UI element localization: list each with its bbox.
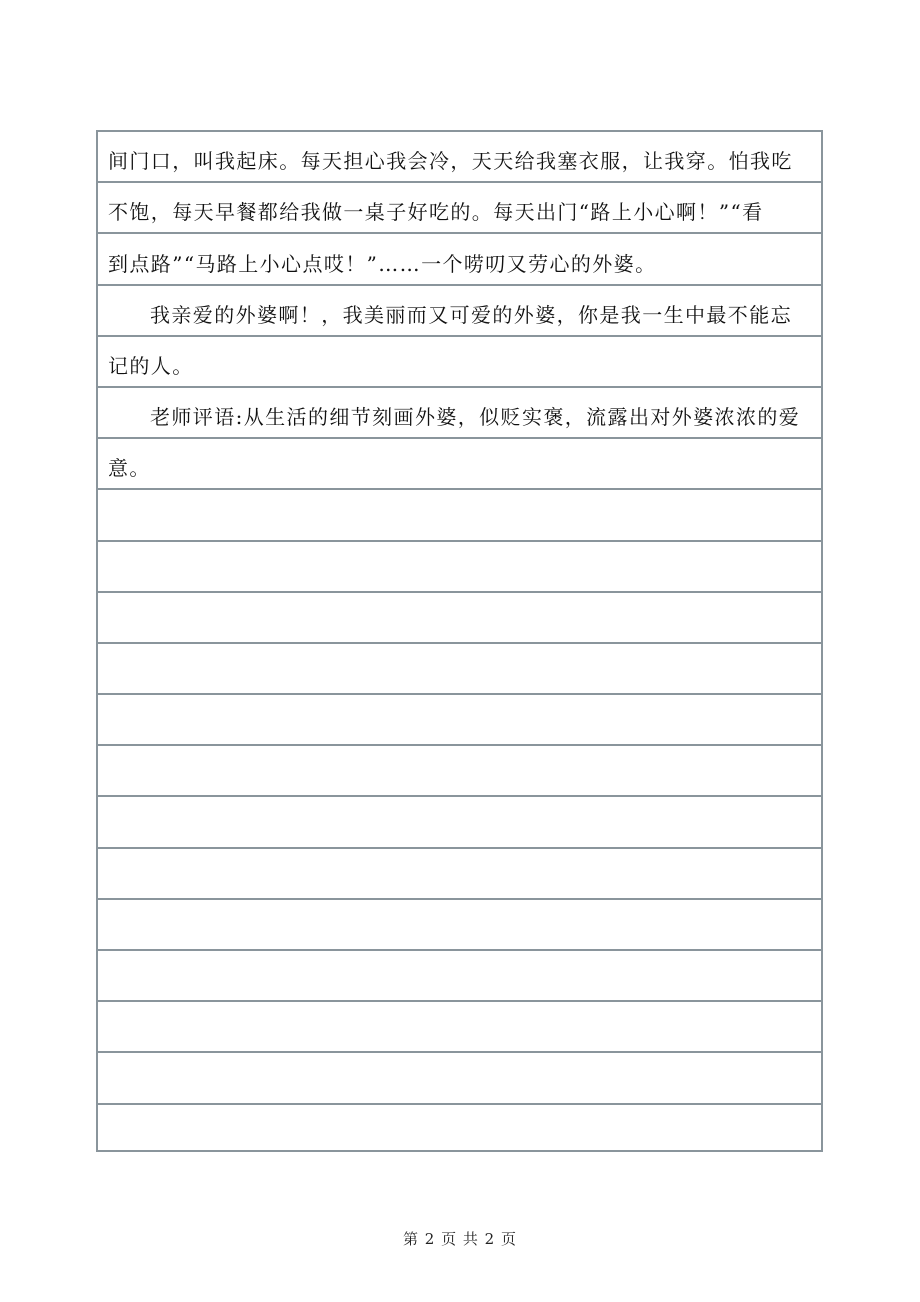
ruled-line	[98, 388, 821, 439]
ruled-line	[98, 439, 821, 490]
essay-paragraph-start: 我亲爱的外婆啊！，我美丽而又可爱的外婆，你是我一生中最不能忘	[150, 302, 792, 327]
ruled-line	[98, 286, 821, 337]
ruled-line-empty	[98, 1053, 821, 1104]
ruled-line-empty	[98, 1002, 821, 1053]
teacher-comment: 老师评语:从生活的细节刻画外婆，似贬实褒，流露出对外婆浓浓的爱	[150, 405, 801, 430]
teacher-comment-end: 意。	[108, 456, 151, 481]
ruled-line-empty	[98, 849, 821, 900]
ruled-line	[98, 132, 821, 183]
ruled-writing-sheet	[96, 130, 823, 1152]
essay-line: 到点路”“马路上小心点哎！”……一个唠叨又劳心的外婆。	[108, 251, 657, 276]
ruled-line	[98, 337, 821, 388]
ruled-line-empty	[98, 900, 821, 951]
ruled-line-empty	[98, 593, 821, 644]
essay-line: 不饱，每天早餐都给我做一桌子好吃的。每天出门“路上小心啊！”“看	[108, 200, 764, 225]
ruled-line-empty	[98, 746, 821, 797]
ruled-line-empty	[98, 644, 821, 695]
ruled-line	[98, 183, 821, 234]
ruled-line	[98, 234, 821, 285]
ruled-line-empty	[98, 797, 821, 848]
essay-line: 记的人。	[108, 353, 194, 378]
ruled-line-empty	[98, 695, 821, 746]
ruled-line-empty	[98, 951, 821, 1002]
essay-line: 间门口，叫我起床。每天担心我会冷，天天给我塞衣服，让我穿。怕我吃	[108, 149, 793, 174]
ruled-line-empty	[98, 490, 821, 541]
ruled-line-empty	[98, 542, 821, 593]
ruled-line-empty	[98, 1105, 821, 1156]
page-number-footer: 第 2 页 共 2 页	[403, 1230, 517, 1248]
